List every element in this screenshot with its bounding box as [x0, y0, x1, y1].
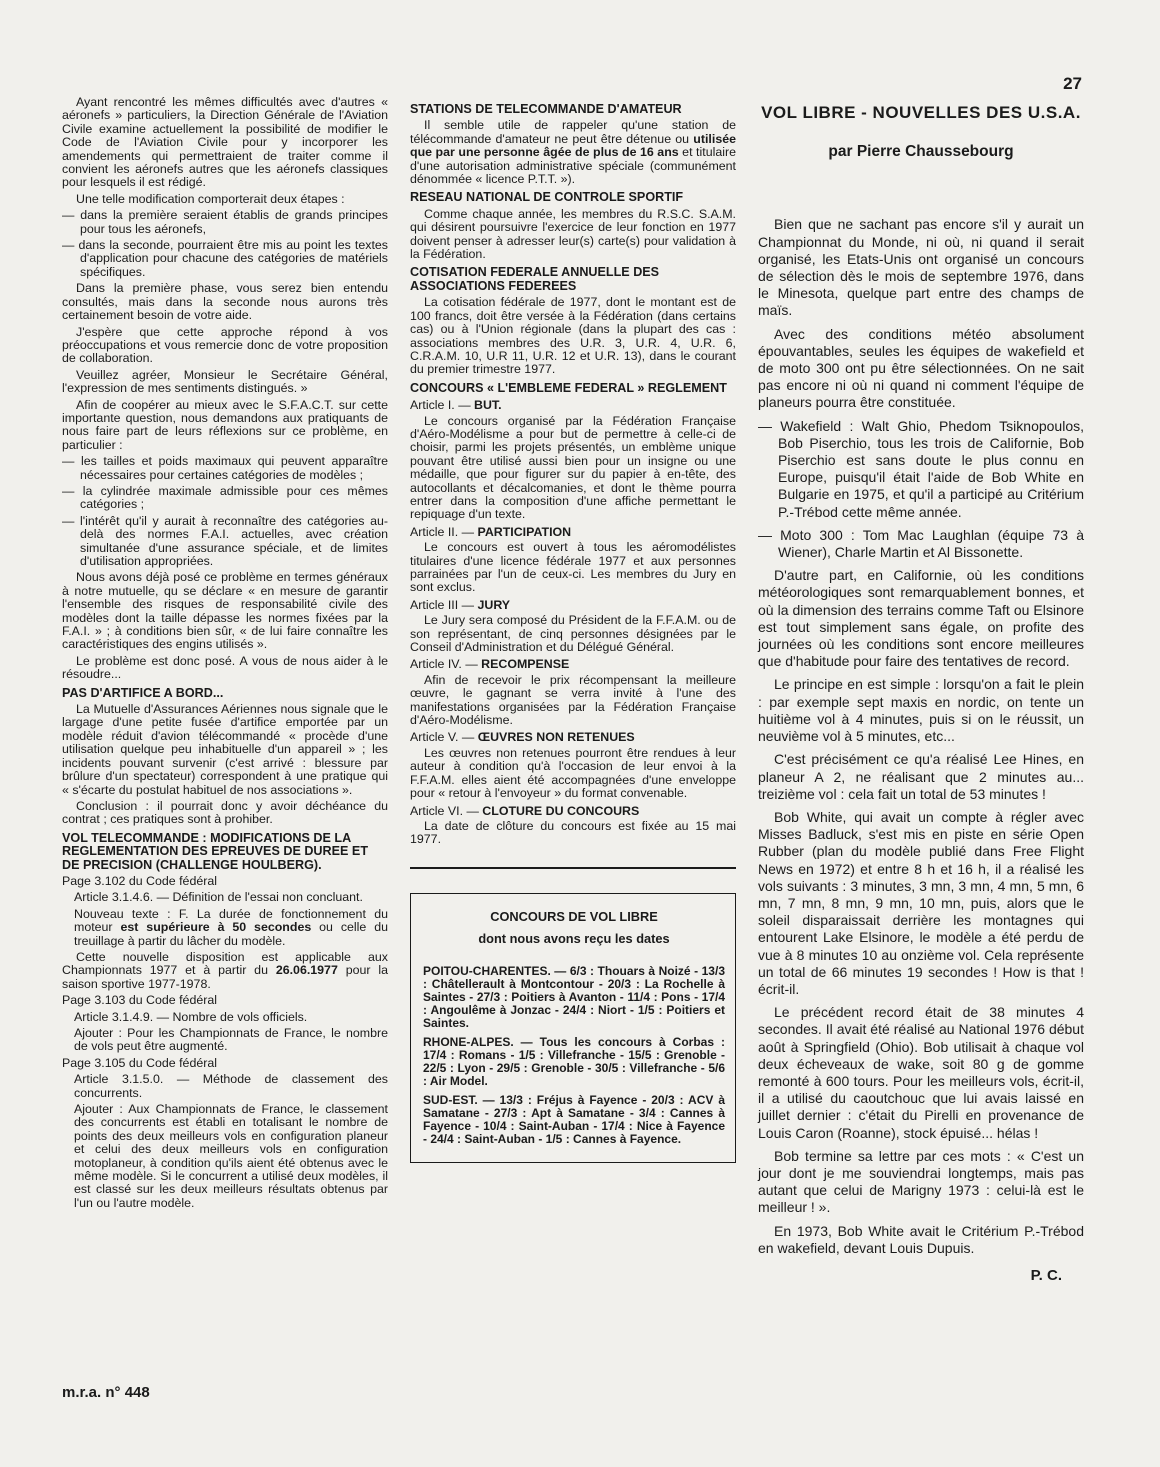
paragraph: Dans la première phase, vous serez bien entendu consultés, mais dans la seconde nous aurons très certainement besoin de votre aide.	[62, 281, 388, 323]
article-title: JURY	[477, 597, 511, 612]
article-label: Article VI. —	[410, 803, 483, 818]
list-item: — Moto 300 : Tom Mac Laughlan (équipe 73 à Wiener), Charle Martin et Al Bissonette.	[758, 526, 1084, 561]
column-middle	[410, 98, 736, 1163]
article-line: Article 3.1.5.0. — Méthode de classement des concurrents.	[74, 1072, 388, 1100]
contest-dates-box	[410, 893, 736, 1163]
paragraph: Le concours organisé par la Fédération Française d'Aéro-Modélisme a pour but de permettre à celle-ci de choisir, parmi les projets présentés, un emblème unique pouvant être utilisé aussi bien pour un insigne ou une médaille, que pour figurer sur du papier à en-tête, des autocollants et décalcomanies, et dont le thème pourra entrer dans la composition d'une affiche permettant le repiquage d'un texte.	[410, 413, 736, 522]
paragraph: La Mutuelle d'Assurances Aériennes nous signale que le largage d'une petite fusée d'artifice emportée par un modèle réduit d'avion télécommandé « procède d'une utilisation quelque peu inhabituelle d'un appareil » ; les incidents pouvant survenir (c'est arrivé : blessure par brûlure d'un spectateur) correspondent à une pratique qui « s'écarte du postulat habituel de nos associations ».	[62, 702, 388, 797]
paragraph: D'autre part, en Californie, où les conditions météorologiques sont remarquablement bonnes, et où la dimension des terrains comme Taft ou Elsinore est tout simplement sans égale, on profite des journées où les conditions sont encore meilleures que d'habitude pour faire des tentatives de record.	[758, 567, 1084, 670]
article-label: Article V. —	[410, 730, 478, 745]
code-page-ref: Page 3.103 du Code fédéral	[62, 993, 218, 1008]
paragraph: Les œuvres non retenues pourront être rendues à leur auteur à condition qu'à l'occasion de leur envoi à la F.F.A.M. elles aient été accompagnées d'une enveloppe pour « retour à l'envoyeur » du format convenable.	[410, 745, 736, 801]
list-item: — Wakefield : Walt Ghio, Phedom Tsiknopoulos, Bob Piserchio, tous les trois de Californie, Bob Piserchio est sans doute le plus connu en Europe, puisqu'il était l'aide de Bob White en Bulgarie en 1975, et qu'il a participé au Critérium P.-Trébod cette même année.	[758, 417, 1084, 520]
section-heading: PAS D'ARTIFICE A BORD...	[62, 685, 224, 700]
paragraph: J'espère que cette approche répond à vos préoccupations et vous remercie donc de votre proposition de collaboration.	[62, 324, 388, 366]
region-entry: POITOU-CHARENTES. — 6/3 : Thouars à Noizé - 13/3 : Châtellerault à Montcontour - 20/3 : La Rochelle à Saintes - 27/3 : Poitiers à Avanton - 11/4 : Pons - 17/4 : Angoulême à Jonzac - 24/4 : Niort - 1/5 : Poitiers et Saintes.	[423, 963, 725, 1030]
paragraph: Comme chaque année, les membres du R.S.C. S.A.M. qui désirent poursuivre l'exercice de leur fonction en 1977 doivent penser à adresser leur(s) carte(s) pour validation à la Fédération.	[410, 206, 736, 262]
code-page-ref: Page 3.105 du Code fédéral	[62, 1055, 218, 1070]
article-title: RECOMPENSE	[481, 657, 570, 672]
paragraph: Le Jury sera composé du Président de la F.F.A.M. ou de son représentant, de cinq personnes désignées par le Conseil d'Administration et du Délégué Général.	[410, 613, 736, 655]
bold-text: 26.06.1977	[275, 963, 338, 978]
section-heading: RESEAU NATIONAL DE CONTROLE SPORTIF	[410, 190, 684, 205]
paragraph: En 1973, Bob White avait le Critérium P.-Trébod en wakefield, devant Louis Dupuis.	[758, 1222, 1084, 1256]
list-item: — les tailles et poids maximaux qui peuvent apparaître nécessaires pour certaines catégories de modèles ;	[62, 454, 388, 482]
paragraph: Bob White, qui avait un compte à régler avec Misses Badluck, s'est mis en piste en série Open Rubber (plan du modèle publié dans Free Flight News en 1972) et entre 8 h et 16 h, il a réalisé les vols suivants : 3 minutes, 3 mn, 3 mn, 4 mn, 5 mn, 6 mn, 7 mn, 8 mn, 9 mn, 10 mn, puis, alors que le soleil disparaissait derrière les montagnes qui entourent Lake Elsinore, le modèle a été perdu de vue à 8 minutes 10 au onzième vol. Cela représente un total de 66 minutes 19 secondes ! How is that ! écrit-il.	[758, 808, 1084, 997]
paragraph: Ayant rencontré les mêmes difficultés avec d'autres « aéronefs » particuliers, la Direction Générale de l'Aviation Civile examine actuellement la possibilité de modifier le Code de l'Aviation Civile pour y incorporer les amendements qui permettraient de traiter comme il convient les aéronefs autres que les aéronefs classiques pour lesquels il est rédigé.	[62, 95, 388, 190]
text-run: pour la saison sportive 1977-1978.	[62, 963, 388, 991]
paragraph: Bien que ne sachant pas encore s'il y aurait un Championnat du Monde, ni où, ni quand il serait organisé, les Etats-Unis ont organisé un concours de sélection dès le mois de septembre 1976, dans le Minesota, quelque part entre des champs de maïs.	[758, 216, 1084, 319]
paragraph: Veuillez agréer, Monsieur le Secrétaire Général, l'expression de mes sentiments distingués. »	[62, 367, 388, 396]
article-heading	[410, 805, 736, 818]
article-line: Ajouter : Pour les Championnats de France, le nombre de vols peut être augmenté.	[74, 1026, 388, 1054]
paragraph: Bob termine sa lettre par ces mots : « C'est un jour dont je me souviendrai longtemps, mais pas autant que celui de Marigny 1973 : celui-là est le meilleur ! ».	[758, 1147, 1084, 1216]
paragraph	[410, 119, 736, 186]
article-title: VOL LIBRE - NOUVELLES DES U.S.A.	[761, 103, 1081, 122]
article-line: Article 3.1.4.6. — Définition de l'essai non concluant.	[74, 890, 363, 905]
article-heading	[410, 526, 736, 539]
article-label: Article I. —	[410, 398, 475, 413]
paragraph: Le problème est donc posé. A vous de nous aider à le résoudre...	[62, 653, 388, 682]
section-heading: STATIONS DE TELECOMMANDE D'AMATEUR	[410, 102, 682, 116]
box-title: CONCOURS DE VOL LIBRE	[490, 908, 658, 924]
list-item: — dans la première seraient établis de grands principes pour tous les aéronefs,	[62, 208, 388, 236]
article-label: Article IV. —	[410, 657, 482, 672]
article-heading	[410, 599, 736, 612]
box-subtitle: dont nous avons reçu les dates	[478, 930, 670, 946]
byline: par Pierre Chaussebourg	[828, 143, 1014, 161]
article-heading	[410, 731, 736, 744]
footer-issue: m.r.a. n° 448	[62, 1384, 150, 1401]
paragraph: Conclusion : il pourrait donc y avoir déchéance du contrat ; ces pratiques sont à prohiber.	[62, 798, 388, 827]
article-label: Article II. —	[410, 524, 478, 539]
code-page-ref: Page 3.102 du Code fédéral	[62, 873, 218, 888]
paragraph: Le précédent record était de 38 minutes 4 secondes. Il avait été réalisé au National 1976 début août à Springfield (Ohio). Bob utilisait à chaque vol deux écheveaux de wake, soit 80 g de gomme remonté à 600 tours. Pour les meilleurs vols, écrit-il, il a utilisé du caoutchouc que lui avais laissé en juillet dernier : c'était du Pirelli en provenance de Louis Caron (Roanne), stock épuisé... hélas !	[758, 1004, 1084, 1141]
paragraph: Afin de recevoir le prix récompensant la meilleure œuvre, le gagnant se verra invité à l'une des manifestations organisées par la Fédération Française d'Aéro-Modélisme.	[410, 672, 736, 728]
article-line: Ajouter : Aux Championnats de France, le classement des concurrents est établi en totalisant le nombre de points des deux meilleurs vols en configuration planeur et celui des deux meilleurs vols en configuration motoplaneur, à condition qu'ils aient été obtenus avec le même modèle. Si le concurrent a utilisé deux modèles, il est classé sur les deux meilleurs résultats obtenus par l'un ou l'autre modèle.	[74, 1102, 388, 1210]
paragraph: Le principe en est simple : lorsqu'on a fait le plein : par exemple sept maxis en nordic, on tente un huitième vol à 4 minutes, puis si on le réussit, un neuvième vol à 5 minutes, etc...	[758, 676, 1084, 745]
paragraph: La date de clôture du concours est fixée au 15 mai 1977.	[410, 818, 736, 847]
column-right	[758, 100, 1084, 1284]
paragraph	[62, 951, 388, 991]
article-title: ŒUVRES NON RETENUES	[477, 730, 635, 745]
bold-text: utilisée que par une personne âgée de plus de 16 ans	[410, 131, 736, 160]
region-entry: RHONE-ALPES. — Tous les concours à Corbas : 17/4 : Romans - 1/5 : Villefranche - 15/5 : Grenoble - 22/5 : Lyon - 29/5 : Grenoble - 30/5 : Villefranche - 5/6 : Air Model.	[423, 1034, 725, 1088]
paragraph: Nous avons déjà posé ce problème en termes généraux à notre mutuelle, qu se déclare « en mesure de garantir l'ensemble des risques de responsabilité civile des modèles dont la taille dépasse les normes fixées par la F.A.I. » ; à conditions bien sûr, « de lui faire connaître les caractéristiques des engins utilisés ».	[62, 570, 388, 652]
list-item: — la cylindrée maximale admissible pour ces mêmes catégories ;	[62, 483, 388, 512]
paragraph: Le concours est ouvert à tous les aéromodélistes titulaires d'une licence fédérale 1977 et aux personnes parrainées par l'un de ceux-ci. Les membres du Jury en sont exclus.	[410, 540, 736, 595]
bold-text: est supérieure à 50 secondes	[120, 920, 312, 935]
section-heading: COTISATION FEDERALE ANNUELLE DES ASSOCIATIONS FEDEREES	[410, 265, 660, 293]
section-heading: CONCOURS « L'EMBLEME FEDERAL » REGLEMENT	[410, 380, 727, 395]
paragraph: Afin de coopérer au mieux avec le S.F.A.C.T. sur cette importante question, nous demandons aux pratiquants de nous faire part de leurs réflexions sur ce problème, en particulier :	[62, 397, 388, 452]
new-text-paragraph	[62, 908, 388, 948]
section-heading: VOL TELECOMMANDE : MODIFICATIONS DE LA REGLEMENTATION DES EPREUVES DE DUREE ET DE PRECISION (CHALLENGE HOULBERG).	[62, 830, 369, 872]
article-line: Article 3.1.4.9. — Nombre de vols officiels.	[74, 1009, 308, 1024]
paragraph: Avec des conditions météo absolument épouvantables, seules les équipes de wakefield et de moto 300 ont pu être sélectionnées. On ne sait pas encore ni où ni quand ni comment l'équipe de planeurs pourra être constituée.	[758, 325, 1084, 411]
text-run: Cette nouvelle disposition est applicable aux Championnats 1977 et à partir du	[62, 949, 388, 978]
text-run: Nouveau texte : F. La durée de fonctionnement du moteur	[74, 906, 388, 935]
text-run: Il semble utile de rappeler qu'une station de télécommande d'amateur ne peut être détenue ou	[410, 118, 736, 146]
article-title: CLOTURE DU CONCOURS	[482, 803, 640, 818]
divider-rule	[410, 867, 736, 869]
region-entry: SUD-EST. — 13/3 : Fréjus à Fayence - 20/3 : ACV à Samatane - 27/3 : Apt à Samatane - 3/4 : Cannes à Fayence - 10/4 : Saint-Auban - 17/4 : Nice à Fayence - 24/4 : Saint-Auban - 1/5 : Cannes à Fayence.	[423, 1092, 725, 1146]
article-label: Article III —	[410, 597, 478, 612]
article-heading	[410, 658, 736, 671]
paragraph: La cotisation fédérale de 1977, dont le montant est de 100 francs, doit être versée à la Fédération (dans certains cas) ou à l'Union régionale (dans la plupart des cas : associations membres des U.R. 3, U.R. 4, U.R. 6, C.R.A.M. 10, U.R 11, U.R. 12 et U.R. 13), dans le courant du premier trimestre 1977.	[410, 295, 736, 377]
article-title: PARTICIPATION	[477, 524, 572, 539]
author-initials: P. C.	[1030, 1266, 1062, 1284]
list-item: — dans la seconde, pourraient être mis au point les textes d'application pour chacune des catégories de matériels spécifiques.	[62, 238, 388, 279]
article-title: BUT.	[474, 398, 502, 413]
text-run: ou celle du treuillage à partir du lâcher du modèle.	[74, 920, 389, 948]
article-heading	[410, 399, 736, 412]
list-item: — l'intérêt qu'il y aurait à reconnaître des catégories au-delà des normes F.A.I. actuelles, avec création simultanée d'une assurance spéciale, et de limites d'utilisation appropriées.	[62, 513, 388, 568]
page-number: 27	[1063, 74, 1082, 93]
text-run: et titulaire d'une autorisation administrative spéciale (communément dénommée « licence P.T.T. »).	[410, 145, 736, 187]
paragraph: Une telle modification comporterait deux étapes :	[76, 191, 345, 206]
column-left	[62, 96, 388, 1213]
paragraph: C'est précisément ce qu'a réalisé Lee Hines, en planeur A 2, ne réalisant que 2 minutes au... treizième vol : cela fait un total de 53 minutes !	[758, 751, 1084, 802]
